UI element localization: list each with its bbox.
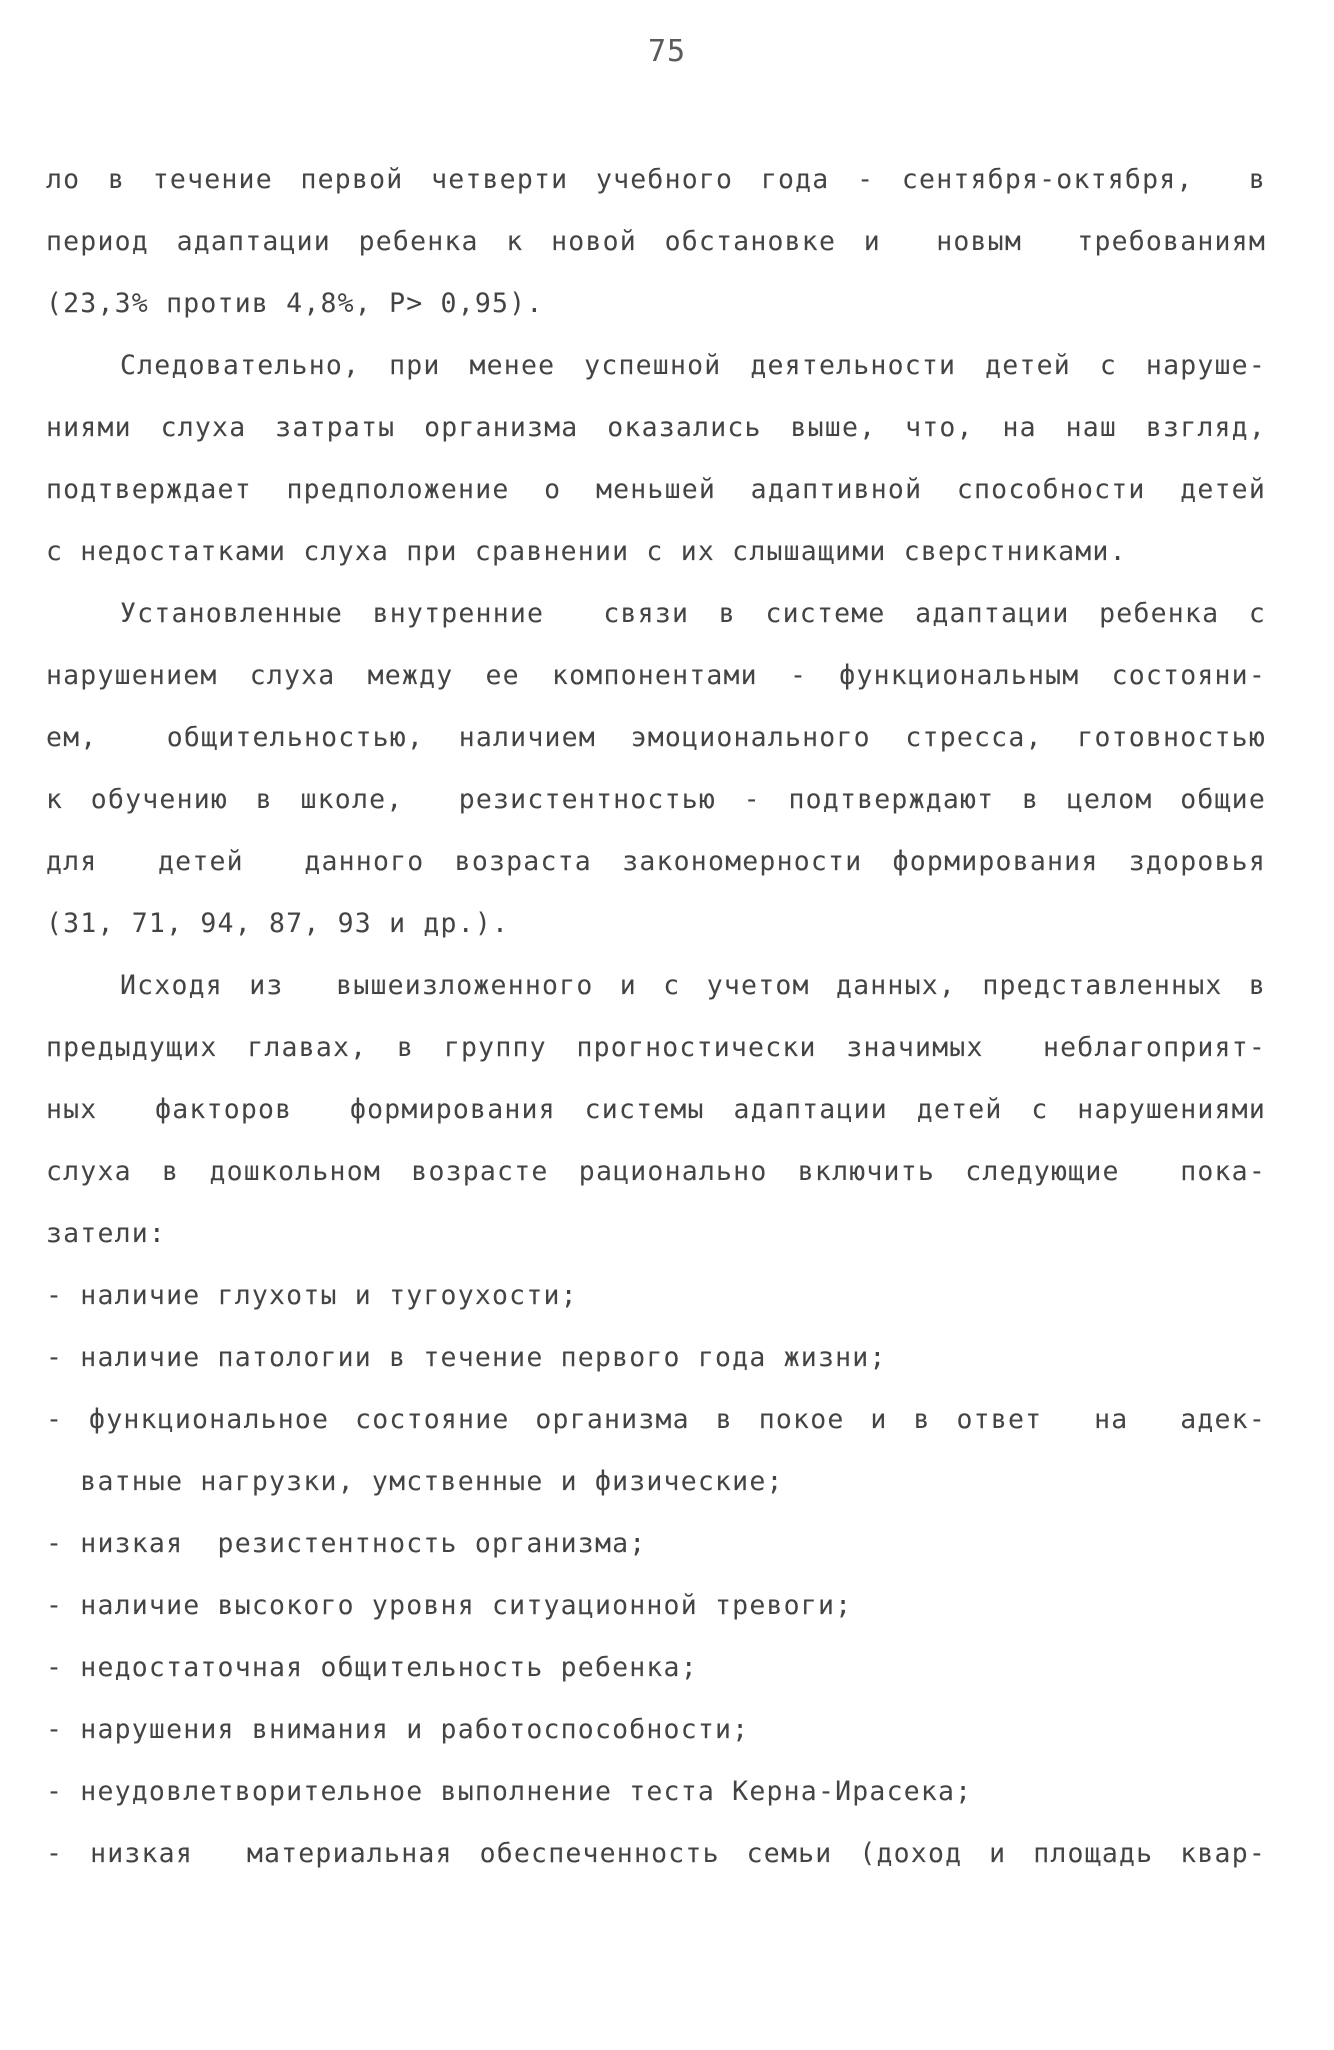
list-item: - функциональное состояние организма в покое и в ответ на адек-	[46, 1404, 1266, 1435]
paragraph-3-line-5: для детей данного возраста закономерности формирования здоровья	[46, 846, 1266, 877]
paragraph-4-line-2: предыдущих главах, в группу прогностически значимых неблагоприят-	[46, 1032, 1266, 1063]
list-item: - наличие глухоты и тугоухости;	[46, 1280, 578, 1311]
paragraph-3-line-3: ем, общительностью, наличием эмоционального стресса, готовностью	[46, 722, 1266, 753]
paragraph-1-line-1: ло в течение первой четверти учебного года - сентября-октября, в	[46, 164, 1266, 195]
list-item: - низкая резистентность организма;	[46, 1528, 647, 1559]
list-item: - низкая материальная обеспеченность семьи (доход и площадь квар-	[46, 1838, 1266, 1869]
paragraph-2-line-1: Следовательно, при менее успешной деятельности детей с наруше-	[120, 350, 1266, 381]
paragraph-3-line-2: нарушением слуха между ее компонентами - функциональным состояни-	[46, 660, 1266, 691]
list-item: - наличие патологии в течение первого года жизни;	[46, 1342, 887, 1373]
paragraph-3-line-4: к обучению в школе, резистентностью - подтверждают в целом общие	[46, 784, 1266, 815]
list-item: - наличие высокого уровня ситуационной тревоги;	[46, 1590, 853, 1621]
paragraph-4-line-4: слуха в дошкольном возрасте рационально включить следующие пока-	[46, 1156, 1266, 1187]
paragraph-4-line-3: ных факторов формирования системы адаптации детей с нарушениями	[46, 1094, 1266, 1125]
paragraph-1-line-2: период адаптации ребенка к новой обстановке и новым требованиям	[46, 226, 1266, 257]
paragraph-3-line-1: Установленные внутренние связи в системе адаптации ребенка с	[120, 598, 1266, 629]
list-item: - нарушения внимания и работоспособности;	[46, 1714, 750, 1745]
paragraph-4-line-1: Исходя из вышеизложенного и с учетом данных, представленных в	[120, 970, 1266, 1001]
paragraph-2-line-3: подтверждает предположение о меньшей адаптивной способности детей	[46, 474, 1266, 505]
paragraph-1-line-3: (23,3% против 4,8%, P> 0,95).	[46, 288, 544, 319]
page-number: 75	[647, 34, 687, 69]
paragraph-2-line-2: ниями слуха затраты организма оказались выше, что, на наш взгляд,	[46, 412, 1266, 443]
paragraph-3-line-6: (31, 71, 94, 87, 93 и др.).	[46, 908, 510, 939]
list-item-continuation: ватные нагрузки, умственные и физические;	[46, 1466, 784, 1497]
list-item: - недостаточная общительность ребенка;	[46, 1652, 698, 1683]
list-item: - неудовлетворительное выполнение теста Керна-Ирасека;	[46, 1776, 973, 1807]
paragraph-4-line-5: затели:	[46, 1218, 167, 1249]
paragraph-2-line-4: с недостатками слуха при сравнении с их слышащими сверстниками.	[46, 536, 1127, 567]
